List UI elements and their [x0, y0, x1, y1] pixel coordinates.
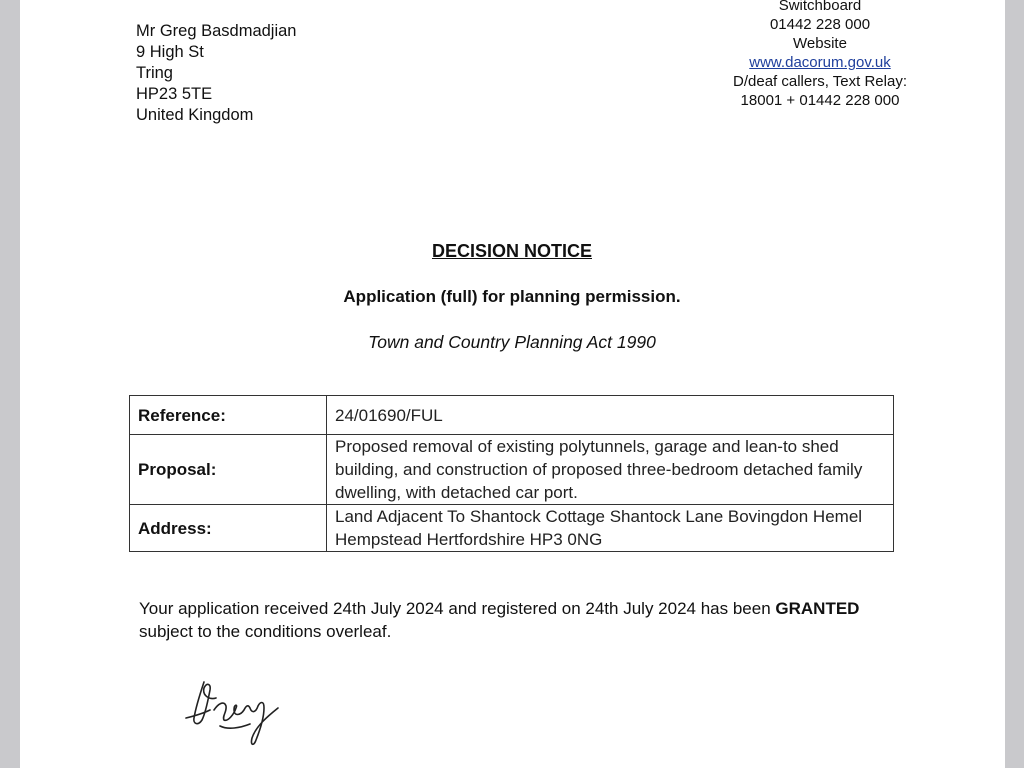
legislation-act: Town and Country Planning Act 1990	[368, 332, 656, 352]
website-label: Website	[793, 35, 847, 52]
website-link[interactable]: www.dacorum.gov.uk	[749, 54, 891, 71]
signature-image	[180, 670, 300, 750]
recipient-address	[136, 21, 296, 126]
recipient-name: Mr Greg Basdmadjian	[136, 22, 297, 40]
text-relay-label: D/deaf callers, Text Relay:	[733, 73, 907, 90]
recipient-postcode: HP23 5TE	[136, 85, 213, 103]
switchboard-number: 01442 228 000	[769, 16, 871, 33]
reference-label: Reference:	[130, 396, 327, 435]
decision-text-after: subject to the conditions overleaf.	[139, 622, 392, 641]
recipient-country: United Kingdom	[136, 106, 254, 124]
address-label: Address:	[130, 505, 327, 552]
decision-text-before: Your application received 24th July 2024 and registered on 24th July 2024 has been	[139, 599, 776, 618]
switchboard-label: Switchboard	[778, 0, 862, 14]
proposal-value: Proposed removal of existing polytunnels, garage and lean-to shed building, and construction of proposed three-bedroom detached family dwelling, with detached car port.	[327, 435, 894, 505]
address-value: Land Adjacent To Shantock Cottage Shantock Lane Bovingdon Hemel Hempstead Hertfordshire HP3 0NG	[327, 505, 894, 552]
recipient-town: Tring	[136, 64, 173, 82]
viewer-background-right	[1005, 0, 1024, 768]
reference-value: 24/01690/FUL	[327, 396, 894, 435]
application-details-table	[129, 395, 894, 552]
proposal-label: Proposal:	[130, 435, 327, 505]
table-row	[130, 505, 894, 552]
table-row	[130, 435, 894, 505]
recipient-street: 9 High St	[136, 43, 204, 61]
decision-notice-heading: DECISION NOTICE	[431, 241, 592, 261]
decision-status: GRANTED	[775, 599, 860, 618]
application-type: Application (full) for planning permission.	[343, 287, 681, 306]
decision-statement	[139, 597, 899, 643]
table-row	[130, 396, 894, 435]
text-relay-number: 18001 + 01442 228 000	[740, 92, 900, 109]
viewer-background-left	[0, 0, 20, 768]
council-contact-block	[700, 0, 940, 110]
